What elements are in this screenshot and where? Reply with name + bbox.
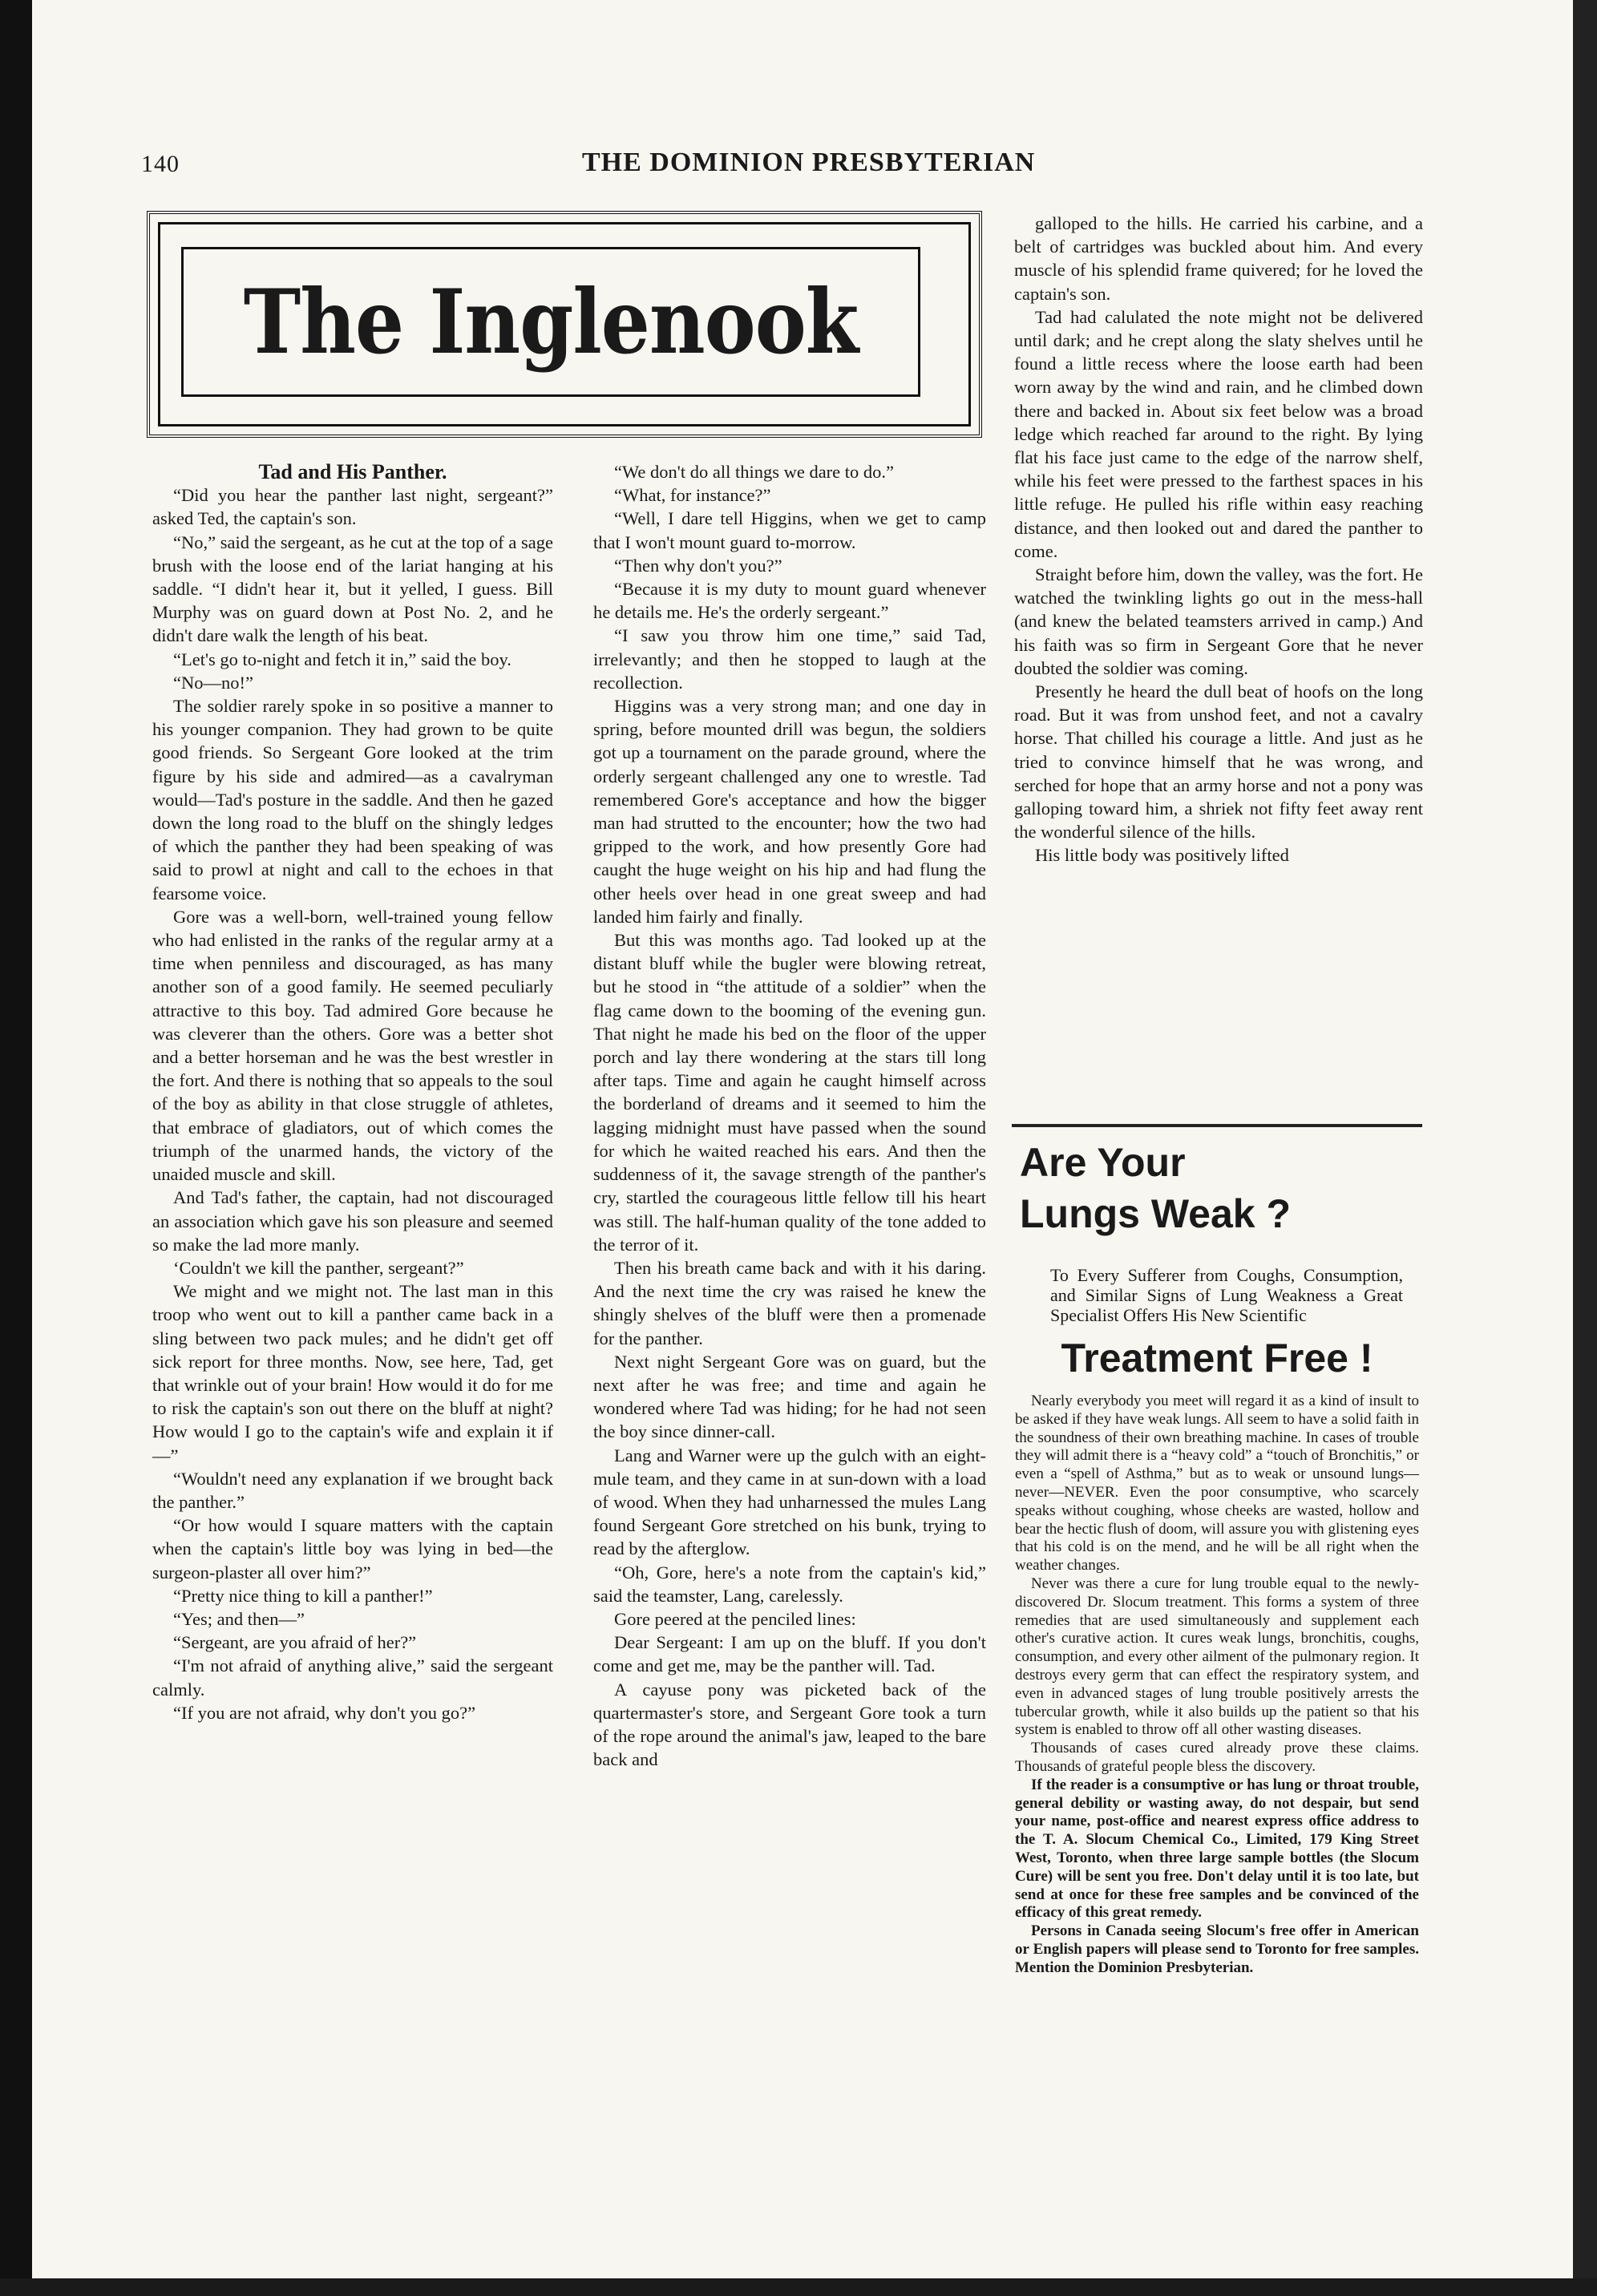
paragraph: ‘Couldn't we kill the panther, sergeant?”	[173, 1257, 464, 1278]
page-number: 140	[141, 151, 180, 177]
paragraph: Straight before him, down the valley, was the fort. He watched the twinkling lights go out in the mess-hall (and knew the belated teamsters arrived in camp.) And his faith was so firm in Sergeant Gore that he never doubted the soldier was coming.	[1014, 564, 1423, 678]
paragraph: Lang and Warner were up the gulch with an eight-mule team, and they came in at sun-down with a load of wood. When they had unharnessed the mules Lang found Sergeant Gore stretched on his bunk, trying to read by the afterglow.	[593, 1445, 986, 1559]
story-col1-paragraphs	[152, 483, 553, 1724]
paragraph: Higgins was a very strong man; and one day in spring, before mounted drill was begun, the soldiers got up a tournament on the parade ground, where the orderly sergeant challenged any one to wrestle. Tad remembered Gore's acceptance and how the bigger man had strutted to the encounter; how the two had gripped to the work, and how presently Gore had caught the huge weight on his hip and had flung the other heels over head in one great sweep and had landed him fairly and finally.	[593, 696, 986, 927]
paragraph: But this was months ago. Tad looked up at the distant bluff while the bugler were blowing retreat, but he stood in “the attitude of a soldier” when the flag came down to the booming of the evening gun. That night he made his bed on the floor of the upper porch and lay there wondering at the stars till long after taps. Time and again he caught himself across the borderland of dreams and it seemed to him the lagging midnight must have passed when the sound for which he waited reached his ears. And then the suddenness of it, the savage strength of the panther's cry, startled the courageous little fellow till his heart was still. The half-human quality of the tone added to the terror of it.	[593, 930, 986, 1255]
advertisement	[1012, 1137, 1422, 1978]
section-banner-inner	[181, 247, 920, 397]
paragraph: “If you are not afraid, why don't you go?”	[173, 1702, 476, 1723]
publication-title: THE DOMINION PRESBYTERIAN	[582, 148, 1036, 177]
scan-left-border	[0, 0, 32, 2296]
story-column-2	[593, 460, 986, 1771]
paragraph: Next night Sergeant Gore was on guard, but the next after he was free; and time and again he wondered where Tad was hiding; for he had not seen the boy since dinner-call.	[593, 1351, 986, 1442]
paragraph: “No,” said the sergeant, as he cut at the top of a sage brush with the loose end of the lariat hanging at his saddle. “I didn't hear it, but it yelled, I guess. Bill Murphy was on guard down at Post No. 2, and he didn't dare walk the length of his beat.	[152, 532, 553, 646]
paragraph: A cayuse pony was picketed back of the quartermaster's store, and Sergeant Gore took a turn of the rope around the animal's jaw, leaped to the bare back and	[593, 1679, 986, 1770]
scan-right-border	[1573, 0, 1597, 2296]
paragraph: “Pretty nice thing to kill a panther!”	[173, 1585, 433, 1606]
paragraph: “What, for instance?”	[614, 485, 771, 506]
ad-subhead: To Every Sufferer from Coughs, Consumption, and Similar Signs of Lung Weakness a Great Specialist Offers His New Scientific	[1050, 1265, 1403, 1325]
paragraph: “No—no!”	[173, 672, 253, 693]
paragraph: “Then why don't you?”	[614, 555, 782, 576]
paragraph: Persons in Canada seeing Slocum's free offer in American or English papers will please send to Toronto for free samples. Mention the Dominion Presbyterian.	[1015, 1922, 1419, 1976]
section-banner-frame	[158, 222, 971, 426]
paragraph: If the reader is a consumptive or has lung or throat trouble, general debility or wasting away, do not despair, but send your name, post-office and nearest express office address to the T. A. Slocum Chemical Co., Limited, 179 King Street West, Toronto, when three large sample bottles (the Slocum Cure) will be sent you free. Don't delay until it is too late, but send at once for these free samples and be convinced of the efficacy of this great remedy.	[1015, 1776, 1419, 1922]
paragraph: “Sergeant, are you afraid of her?”	[173, 1632, 417, 1653]
paragraph: Gore was a well-born, well-trained young fellow who had enlisted in the ranks of the regular army at a time when penniless and discouraged, as has many another son of a good family. He seemed peculiarly attractive to this boy. Tad admired Gore because he was cleverer than the others. Gore was a better shot and a better horseman and he was the best wrestler in the fort. And there is nothing that so appeals to the soul of the boy as ability in that close struggle of athletes, that embrace of gladiators, out of which comes the triumph of the unarmed hands, the victory of the unaided muscle and skill.	[152, 906, 553, 1185]
paragraph: We might and we might not. The last man in this troop who went out to kill a panther came back in a sling between two pack mules; and he didn't get off sick report for three months. Now, see here, Tad, get that wrinkle out of your brain! How would it do for me to risk the captain's son out there on the bluff at night? How would I go to the captain's wife and explain it if—”	[152, 1281, 553, 1465]
ad-offer: Treatment Free !	[1061, 1336, 1373, 1380]
story-col2-paragraphs	[593, 460, 986, 1771]
paragraph: “Oh, Gore, here's a note from the captain's kid,” said the teamster, Lang, carelessly.	[593, 1562, 986, 1606]
paragraph: His little body was positively lifted	[1035, 845, 1289, 866]
paragraph: Then his breath came back and with it his daring. And the next time the cry was raised he knew the shingly shelves of the bluff were then a promenade for the panther.	[593, 1257, 986, 1348]
paragraph: “I'm not afraid of anything alive,” said the sergeant calmly.	[152, 1655, 553, 1700]
story-column-3	[1014, 212, 1423, 867]
paragraph: “Or how would I square matters with the captain when the captain's little boy was lying in bed—the surgeon-plaster all over him?”	[152, 1515, 553, 1583]
paragraph: “Yes; and then—”	[173, 1608, 305, 1629]
paragraph: Dear Sergeant: I am up on the bluff. If you don't come and get me, may be the panther will. Tad.	[593, 1632, 986, 1676]
paragraph: galloped to the hills. He carried his carbine, and a belt of cartridges was buckled about him. And every muscle of his splendid frame quivered; for he loved the captain's son.	[1014, 213, 1423, 304]
paragraph: Gore peered at the penciled lines:	[614, 1608, 856, 1629]
section-banner	[147, 211, 982, 438]
ad-body	[1015, 1393, 1419, 1978]
paragraph: “Because it is my duty to mount guard whenever he details me. He's the orderly sergeant.”	[593, 579, 986, 623]
paragraph: “Well, I dare tell Higgins, when we get to camp that I won't mount guard to-morrow.	[593, 508, 986, 552]
paragraph: Never was there a cure for lung trouble equal to the newly-discovered Dr. Slocum treatment. This forms a system of three remedies that are used simultaneously and supplement each other's curative action. It cures weak lungs, bronchitis, coughs, consumption, and every other ailment of the pulmonary region. It destroys every germ that can effect the respiratory system, and even in advanced stages of lung trouble positively arrests the tubercular growth, while it also builds up the patient so that his system is enabled to throw off all other wasting diseases.	[1015, 1574, 1419, 1739]
story-title: Tad and His Panther.	[258, 460, 447, 483]
paragraph: Nearly everybody you meet will regard it as a kind of insult to be asked if they have weak lungs. All seem to have a solid faith in the soundness of their own breathing machine. In cases of trouble they will admit there is a “heavy cold” a “touch of Bronchitis,” or even a “spell of Asthma,” but as to weak or unsound lungs—never—NEVER. Even the poor consumptive, who scarcely speaks without coughing, whose cheeks are wasted, hollow and bear the hectic flush of doom, will assure you with glistening eyes that his cold is on the mend, and he will be all right when the weather changes.	[1015, 1393, 1419, 1574]
paragraph: Presently he heard the dull beat of hoofs on the long road. But it was from unshod feet, and not a cavalry horse. That chilled his courage a little. And just as he tried to convince himself that he was wrong, and serched for hope that an army horse and not a pony was galloping toward him, a shriek not fifty feet away rent the wonderful silence of the hills.	[1014, 681, 1423, 843]
ad-headline-2: Lungs Weak ?	[1020, 1191, 1292, 1236]
paragraph: “Did you hear the panther last night, sergeant?” asked Ted, the captain's son.	[152, 485, 553, 529]
paragraph: The soldier rarely spoke in so positive a manner to his younger companion. They had grown to be quite good friends. So Sergeant Gore looked at the trim figure by his side and admired—as a cavalryman would—Tad's posture in the saddle. And then he gazed down the long road to the bluff on the shingly ledges of which the panther they had been speaking of was said to prowl at night and call to the echoes in that fearsome voice.	[152, 696, 553, 903]
paragraph: “Wouldn't need any explanation if we brought back the panther.”	[152, 1468, 553, 1512]
ad-headline-1: Are Your	[1020, 1140, 1186, 1185]
story-column-1	[152, 460, 553, 1724]
scan-bottom-border	[0, 2278, 1597, 2296]
section-title: The Inglenook	[243, 269, 859, 374]
ad-body-bold-paragraphs	[1015, 1777, 1419, 1978]
ad-body-paragraphs	[1015, 1393, 1419, 1777]
paragraph: “We don't do all things we dare to do.”	[614, 462, 895, 482]
paragraph: Tad had calulated the note might not be delivered until dark; and he crept along the slaty shelves until he found a little recess where the loose earth had been worn away by the wind and rain, and he climbed down there and backed in. About six feet below was a broad ledge which reached far around to the right. By lying flat his face just came to the edge of the narrow shelf, while his feet were pressed to the farthest spaces in his little refuge. He pulled his rifle within easy reaching distance, and then looked out and dared the panther to come.	[1014, 306, 1423, 561]
paragraph: “Let's go to-night and fetch it in,” said the boy.	[173, 649, 511, 669]
ad-divider	[1012, 1124, 1422, 1127]
paragraph: And Tad's father, the captain, had not discouraged an association which gave his son pleasure and seemed so make the lad more manly.	[152, 1187, 553, 1255]
paragraph: “I saw you throw him one time,” said Tad, irrelevantly; and then he stopped to laugh at the recollection.	[593, 625, 986, 693]
paragraph: Thousands of cases cured already prove these claims. Thousands of grateful people bless the discovery.	[1015, 1740, 1419, 1775]
story-col3-paragraphs	[1014, 212, 1423, 867]
